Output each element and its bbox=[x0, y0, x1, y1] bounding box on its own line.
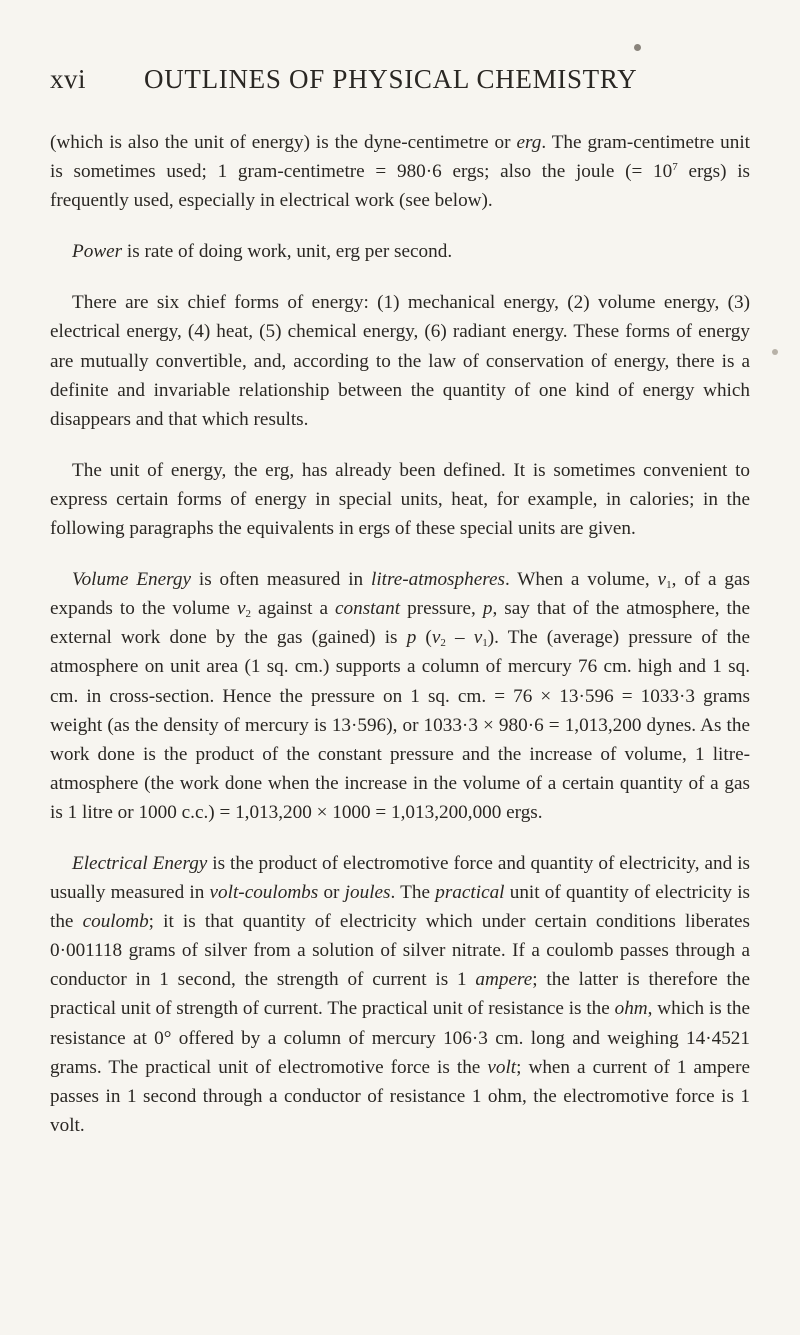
paragraph-forms-of-energy: There are six chief forms of energy: (1) mechanical energy, (2) volume energy, (3) electrical energy, (4) heat, (5) chemical energy, (6) radiant energy. These forms of energy are mutually convertible, and, according to the law of conservation of energy, there is a definite and invariable relationship between the quantity of one kind of energy which disappears and that which results. bbox=[50, 292, 750, 430]
page-body bbox=[50, 128, 750, 1162]
paragraph-volume-energy: Volume Energy is often measured in litre-atmospheres. When a volume, $v_1$, of a gas expands to the volume $v_2$ against a constant pressure, p, say that of the atmosphere, the external work done by the gas (gained) is p $(v_2 - v_1)$. The (average) pressure of the atmosphere on unit area (1 sq. cm.) supports a column of mercury 76 cm. high and 1 sq. cm. in cross-section. Hence the pressure on 1 sq. cm. = 76 × 13·596 = 1033·3 grams weight (as the density of mercury is 13·596), or 1033·3 × 980·6 = 1,013,200 dynes. As the work done is the product of the constant pressure and the increase of volume, 1 litre-atmosphere (the work done when the increase in the volume of a certain quantity of a gas is 1 litre or 1000 c.c.) = 1,013,200 × 1000 = 1,013,200,000 ergs. bbox=[50, 569, 751, 823]
page-number: xvi bbox=[50, 64, 87, 94]
term-power: Power bbox=[72, 241, 123, 263]
ink-speck bbox=[772, 349, 778, 355]
running-title: OUTLINES OF PHYSICAL CHEMISTRY bbox=[144, 64, 638, 94]
running-header bbox=[50, 64, 740, 104]
ink-speck bbox=[634, 44, 641, 51]
paragraph-power: Power is rate of doing work, unit, erg per second. bbox=[72, 241, 453, 263]
paragraph-continued: (which is also the unit of energy) is the dyne-centimetre or erg. The gram-centimetre unit is sometimes used; 1 gram-centimetre = 980·6 ergs; also the joule (= $10^7$ ergs) is frequently used, especially in electrical work (see below). bbox=[50, 132, 750, 212]
paragraph-unit-of-energy: The unit of energy, the erg, has already been defined. It is sometimes convenient to express certain forms of energy in special units, heat, for example, in calories; in the following paragraphs the equivalents in ergs of these special units are given. bbox=[50, 459, 750, 540]
term-electrical-energy: Electrical Energy bbox=[72, 852, 208, 874]
paragraph-electrical-energy: Electrical Energy is the product of electromotive force and quantity of electricity, and is usually measured in volt-coulombs or joules. The practical unit of quantity of electricity is the coulomb; it is that quantity of electricity which under certain conditions liberates 0·001118 grams of silver from a solution of silver nitrate. If a coulomb passes through a conductor in 1 second, the strength of current is 1 ampere; the latter is therefore the practical unit of strength of current. The practical unit of resistance is the ohm, which is the resistance at 0° offered by a column of mercury 106·3 cm. long and weighing 14·4521 grams. The practical unit of electromotive force is the volt; when a current of 1 ampere passes in 1 second through a conductor of resistance 1 ohm, the electromotive force is 1 volt. bbox=[50, 852, 751, 1136]
term-volume-energy: Volume Energy bbox=[72, 569, 192, 591]
